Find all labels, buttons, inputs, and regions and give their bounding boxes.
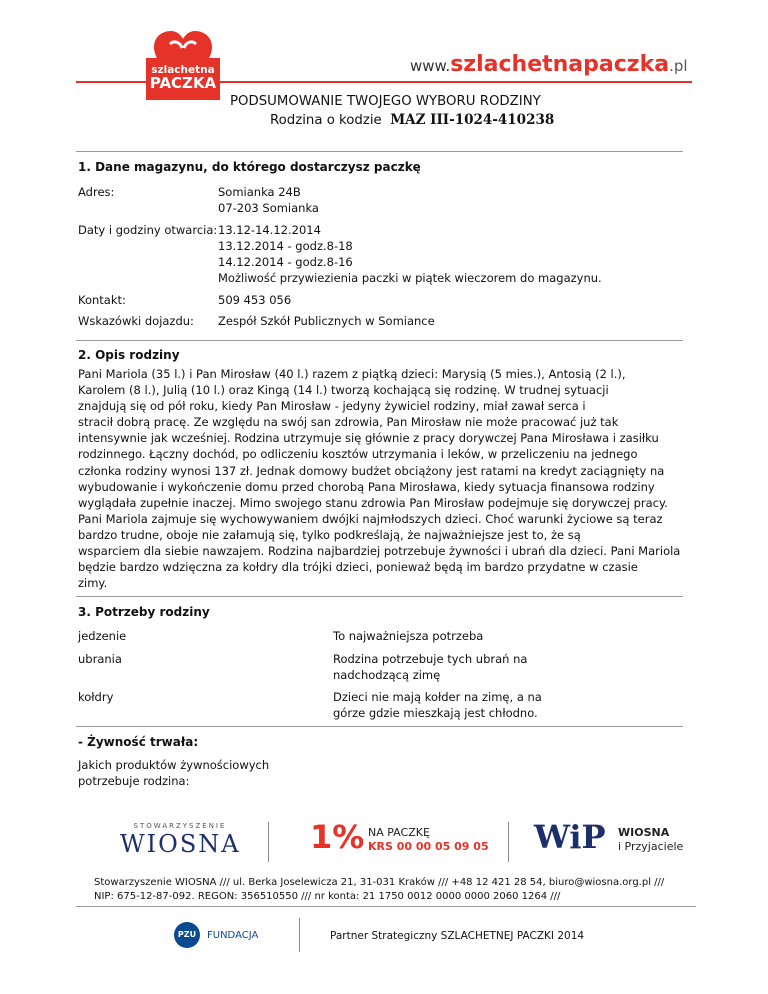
description-line: będzie bardzo wdzięczna za kołdry dla trójki dzieci, ponieważ będą im bardzo przydatne w czasie xyxy=(78,560,638,575)
address-label: Adres: xyxy=(78,185,115,199)
description-line: bardzo trudne, oboje nie załamują się, tylko podkreślają, że najważniejsze jest to, że są xyxy=(78,527,581,542)
wip-logo: WiP xyxy=(534,818,606,856)
szlachetna-paczka-logo xyxy=(146,58,220,100)
description-line: zimy. xyxy=(78,576,108,591)
description-line: wsparciem dla siebie nawzajem. Rodzina najbardziej potrzebuje żywności i ubrań dla dzieci. Pani Mariola xyxy=(78,544,681,559)
food-divider xyxy=(76,726,683,727)
hours-label: Daty i godziny otwarcia: xyxy=(78,223,218,237)
description-line: członka rodziny wynosi 137 zł. Jednak domowy budżet obciążony jest ratami na kredyt zaciągnięty na xyxy=(78,463,665,478)
wip-name-1: WIOSNA xyxy=(618,826,670,839)
family-code-line xyxy=(270,112,554,128)
directions-label: Wskazówki dojazdu: xyxy=(78,314,194,328)
footer-separator-3 xyxy=(299,918,300,952)
need-desc-clothes-2: nadchodzącą zimę xyxy=(333,668,441,682)
na-paczke-label: NA PACZKĘ xyxy=(368,826,430,839)
need-item-duvets: kołdry xyxy=(78,690,114,704)
logo-line1: szlachetna xyxy=(151,64,215,76)
footer-separator-1 xyxy=(268,822,269,862)
description-line: intensywnie jak wcześniej. Rodzina utrzymuje się głównie z pracy dorywczej Pana Mirosława i zasiłku xyxy=(78,431,659,446)
directions-value: Zespół Szkół Publicznych w Somiance xyxy=(218,314,435,328)
site-name: szlachetnapaczka xyxy=(450,52,670,77)
krs-number: KRS 00 00 05 09 05 xyxy=(368,840,489,853)
footer-separator-2 xyxy=(508,822,509,862)
contact-value: 509 453 056 xyxy=(218,293,292,307)
need-desc-duvets-1: Dzieci nie mają kołder na zimę, a na xyxy=(333,690,542,704)
need-item-clothes: ubrania xyxy=(78,652,122,666)
description-line: wybudowanie i wykończenie domu przed chorobą Pana Mirosława, kiedy sytuacja finansowa rodziny xyxy=(78,479,655,494)
fundacja-label: FUNDACJA xyxy=(207,930,259,941)
section2-heading: 2. Opis rodziny xyxy=(78,348,180,362)
description-line: Karolem (8 l.), Julią (10 l.) oraz Kingą (14 l.) tworzą kochającą się rodzinę. W trudnej sytuacji xyxy=(78,383,609,398)
description-line: znajdują się od pół roku, kiedy Pan Mirosław - jedyny żywiciel rodziny, miał zawał serca i xyxy=(78,399,586,414)
description-line: Pani Mariola zajmuje się wychowywaniem dwójki najmłodszych dzieci. Choć warunki życiowe są teraz xyxy=(78,511,663,526)
logo-line2: PACZKA xyxy=(149,74,217,93)
pzu-logo-text: PZU xyxy=(177,930,197,939)
section3-heading: 3. Potrzeby rodziny xyxy=(78,605,210,619)
hours-line-3: 14.12.2014 - godz.8-16 xyxy=(218,255,353,269)
footer-bottom-divider xyxy=(76,906,696,907)
pzu-logo xyxy=(174,922,200,948)
one-percent: 1% xyxy=(310,818,365,856)
page-title: PODSUMOWANIE TWOJEGO WYBORU RODZINY xyxy=(230,94,541,109)
address-line-2: 07-203 Somianka xyxy=(218,201,319,215)
need-desc-duvets-2: górze gdzie mieszkają jest chłodno. xyxy=(333,706,538,720)
wiosna-logo xyxy=(120,822,240,858)
site-suffix: .pl xyxy=(669,57,688,75)
need-item-food: jedzenie xyxy=(78,629,127,643)
address-line-1: Somianka 24B xyxy=(218,185,301,199)
code-value: MAZ III-1024-410238 xyxy=(390,112,555,128)
footer-address-line-2: NIP: 675-12-87-092. REGON: 356510550 /// nr konta: 21 1750 0012 0000 0000 2060 1264 /// xyxy=(94,891,561,902)
description-line: stracił dobrą pracę. Ze względu na swój san zdrowia, Pan Mirosław nie może pracować już tak xyxy=(78,415,619,430)
description-line: wyglądała zupełnie inaczej. Mimo swojego stanu zdrowia Pan Mirosław podejmuje się dorywczej pracy. xyxy=(78,495,668,510)
website-url[interactable] xyxy=(410,52,688,77)
strategic-partner: Partner Strategiczny SZLACHETNEJ PACZKI 2014 xyxy=(330,930,585,942)
food-question-2: potrzebuje rodzina: xyxy=(78,774,190,788)
wip-name-2: i Przyjaciele xyxy=(618,840,684,853)
wiosna-name: WIOSNA xyxy=(120,830,241,858)
family-description xyxy=(78,366,688,591)
section1-divider xyxy=(76,151,683,152)
hours-line-4: Możliwość przywiezienia paczki w piątek wieczorem do magazynu. xyxy=(218,271,602,285)
section1-heading: 1. Dane magazynu, do którego dostarczysz paczkę xyxy=(78,160,421,174)
contact-label: Kontakt: xyxy=(78,293,126,307)
food-heading: - Żywność trwała: xyxy=(78,735,199,749)
footer-address-line-1: Stowarzyszenie WIOSNA /// ul. Berka Joselewicza 21, 31-031 Kraków /// +48 12 421 28 54, biuro@wiosna.org.pl /// xyxy=(94,877,665,888)
section3-divider xyxy=(76,596,683,597)
food-question-1: Jakich produktów żywnościowych xyxy=(78,758,270,772)
wiosna-small-label: STOWARZYSZENIE xyxy=(133,822,227,830)
code-label: Rodzina o kodzie xyxy=(270,113,382,128)
header-red-line-left xyxy=(76,81,148,83)
header-red-line-right xyxy=(220,81,692,83)
description-line: rodzinnego. Łączny dochód, po odliczeniu kosztów utrzymania i leków, w przeliczeniu na jednego xyxy=(78,447,638,462)
hours-line-2: 13.12.2014 - godz.8-18 xyxy=(218,239,353,253)
need-desc-clothes-1: Rodzina potrzebuje tych ubrań na xyxy=(333,652,528,666)
site-prefix: www. xyxy=(410,57,451,75)
description-line: Pani Mariola (35 l.) i Pan Mirosław (40 l.) razem z piątką dzieci: Marysią (5 mies.), Antosią (2 l.), xyxy=(78,367,626,381)
section2-divider xyxy=(76,340,683,341)
hours-line-1: 13.12-14.12.2014 xyxy=(218,223,321,237)
need-desc-food: To najważniejsza potrzeba xyxy=(333,629,484,643)
